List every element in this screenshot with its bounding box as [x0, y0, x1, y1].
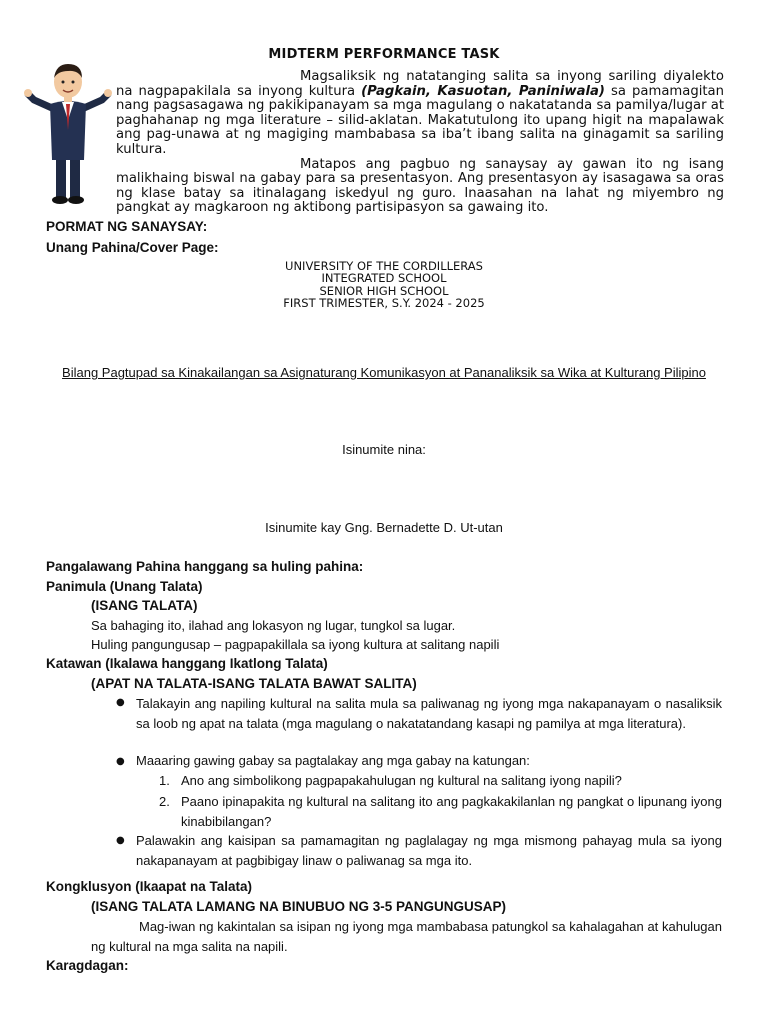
question-1: Ano ang simbolikong pagpapakahulugan ng kultural na salitang iyong napili? [181, 773, 622, 788]
conclusion-heading: Kongklusyon (Ikaapat na Talata) [46, 879, 253, 894]
intro-p1-emphasis: (Pagkain, Kasuotan, Paniniwala) [361, 83, 605, 99]
page-title: MIDTERM PERFORMANCE TASK [268, 47, 500, 62]
school-line: UNIVERSITY OF THE CORDILLERAS [285, 259, 483, 273]
school-block [0, 260, 768, 310]
school-line: FIRST TRIMESTER, S.Y. 2024 - 2025 [283, 296, 485, 311]
second-page-heading: Pangalawang Pahina hanggang sa huling pahina: [46, 559, 364, 574]
intro-p1-text: Magsaliksik ng natatanging salita sa inyong sariling diyalekto na nagpapakilala sa inyong kultura [116, 69, 724, 99]
bullet-icon: ● [116, 756, 125, 767]
cover-page-heading: Unang Pahina/Cover Page: [46, 240, 219, 255]
intro-paragraph-1 [116, 70, 724, 158]
question-number: 2. [159, 794, 170, 809]
question-number: 1. [159, 773, 170, 788]
requirement-line: Bilang Pagtupad sa Kinakailangan sa Asignaturang Komunikasyon at Pananaliksik sa Wika at Kulturang Pilipino [62, 365, 706, 380]
school-line: SENIOR HIGH SCHOOL [319, 283, 449, 298]
businessman-illustration [22, 60, 114, 208]
submitted-to: Isinumite kay Gng. Bernadette D. Ut-utan [265, 520, 503, 535]
question-2: Paano ipinapakita ng kultural na salitang ito ang pagkakakilanlan ng pangkat o lipunang iyong kinabibilangan? [181, 794, 722, 829]
appendix-heading: Karagdagan: [46, 958, 129, 973]
intro-line-2: Huling pangungusap – pagpapakillala sa iyong kultura at salitang napili [91, 637, 500, 652]
intro-section-sub: (ISANG TALATA) [91, 598, 198, 613]
intro-paragraph-2: Matapos ang pagbuo ng sanaysay ay gawan ito ng isang malikhaing biswal na gabay para sa presentasyon. Ang presentasyon ay isasagawa sa oras ng klase batay sa itinalagang iskedyul ng guro. Inaasahan na lahat ng miyembro ng pangkat ay magkaroon ng aktibong partisipasyon sa gawaing ito. [116, 156, 724, 216]
intro-instructions [116, 70, 724, 216]
intro-line-1: Sa bahaging ito, ilahad ang lokasyon ng lugar, tungkol sa lugar. [91, 618, 456, 633]
intro-section-heading: Panimula (Unang Talata) [46, 579, 203, 594]
conclusion-sub: (ISANG TALATA LAMANG NA BINUBUO NG 3-5 PANGUNGUSAP) [91, 899, 506, 914]
bullet-icon: ● [116, 697, 125, 708]
body-section-heading: Katawan (Ikalawa hanggang Ikatlong Talata) [46, 656, 328, 671]
submitted-by: Isinumite nina: [342, 442, 426, 457]
format-heading: PORMAT NG SANAYSAY: [46, 219, 208, 234]
school-line: INTEGRATED SCHOOL [321, 271, 447, 286]
bullet-icon: ● [116, 835, 125, 846]
conclusion-text: Mag-iwan ng kakintalan sa isipan ng iyong mga mambabasa patungkol sa kahalagahan at kahulugan ng kultural na mga salita na napili. [91, 919, 722, 954]
intro-p1-text-rest: sa pamamagitan nang pagsasagawa ng pakikipanayam sa mga magulang o nakatatanda sa pamilya/lugar at paghahanap ng mga literature – silid-aklatan. Makatutulong ito upang higit na mapalawak ang pag-unawa at ng magiging mambabasa sa iba’t ibang salita na ginagamit sa sariling kultura. [116, 83, 724, 157]
bullet-item-2: Maaaring gawing gabay sa pagtalakay ang mga gabay na katungan: [136, 753, 530, 768]
bullet-item-1: Talakayin ang napiling kultural na salita mula sa paliwanag ng iyong mga nakapanayam o nasaliksik sa loob ng apat na talata (mga magulang o nakatatandang kasapi ng pamilya at mga literatura). [136, 696, 722, 731]
body-section-sub: (APAT NA TALATA-ISANG TALATA BAWAT SALITA) [91, 676, 417, 691]
bullet-item-3: Palawakin ang kaisipan sa pamamagitan ng paglalagay ng mga mismong pahayag mula sa iyong nakapanayam at pagbibigay linaw o paliwanag sa mga ito. [136, 833, 722, 868]
